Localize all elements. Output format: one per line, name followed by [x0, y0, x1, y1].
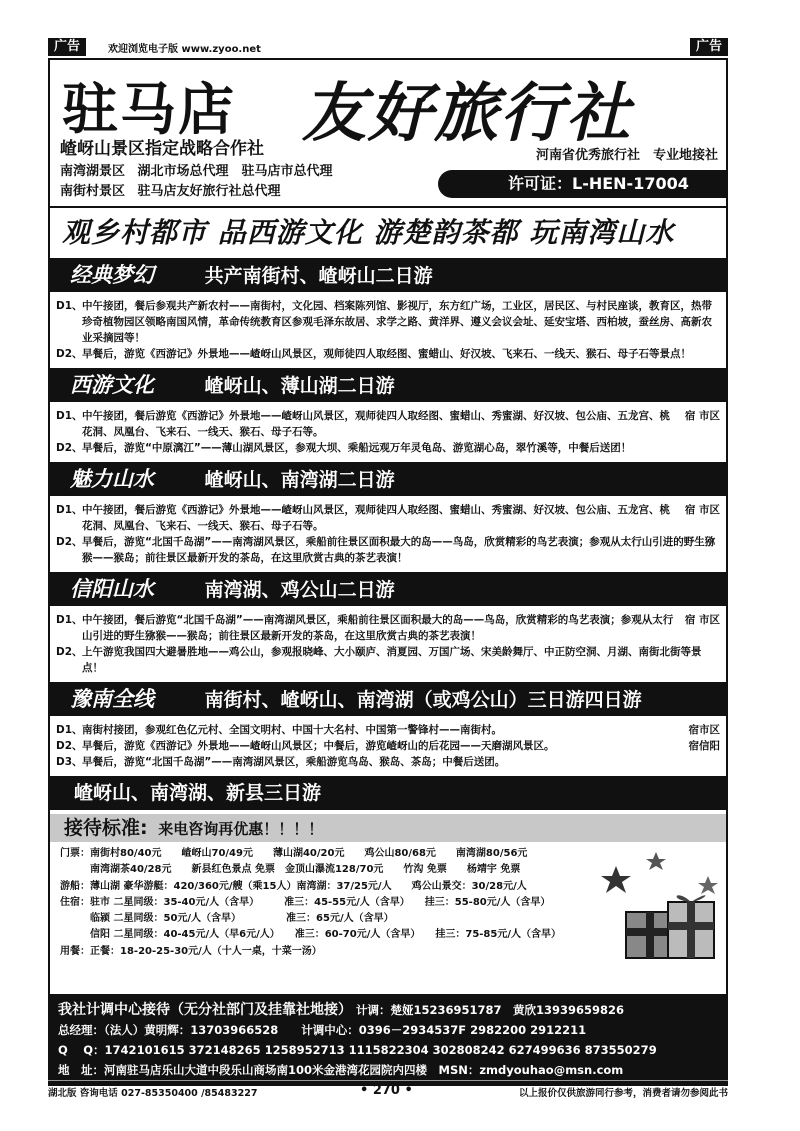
itinerary-line: [56, 612, 720, 644]
day-text: 中午接团，餐后参观共产新农村——南街村，文化园、档案陈列馆、影视厅，东方红广场，工业区，居民区、与村民座谈，教育区，热带珍奇植物园区领略南国风情，革命传统教育区参观毛泽东故居、求学之路、黄洋界、遵义会议会址、延安宝塔、西柏坡，蚕丝房、高新农业采摘园等！: [82, 300, 712, 344]
ad-tag-right: 广告: [690, 38, 728, 56]
stay-label: 宿信阳: [688, 740, 720, 752]
tour-band: [50, 776, 726, 810]
price-line: 临颍 二星同级：50元/人（含早） 准三：65元/人（含早）: [60, 913, 394, 925]
price-line: 信阳 二星同级：40-45元/人（早6元/人） 准三：60-70元/人（含早） 挂三：75-85元/人（含早）: [60, 929, 561, 941]
tour-title: 南街村、嵖岈山、南湾湖（或鸡公山）三日游四日游: [204, 689, 642, 711]
itinerary-line: [56, 440, 720, 456]
tour-itinerary: [50, 498, 726, 572]
tour-itinerary: [50, 404, 726, 462]
tour-itinerary: [50, 608, 726, 682]
tour-title: 嵖岈山、南湾湖二日游: [204, 469, 395, 491]
itinerary-line: [56, 754, 720, 770]
agent-row: [60, 160, 333, 179]
price-line: 用餐：正餐：18-20-25-30元/人（十人一桌，十菜一汤）: [60, 945, 322, 957]
day-text: 中午接团，餐后游览“北国千岛湖”——南湾湖风景区，乘船前往景区面积最大的岛——鸟岛，欣赏精彩的鸟艺表演；参观从太行山引进的野生猕猴——猴岛；前往景区最新开发的茶岛，在这里欣赏古典的茶艺表演！: [82, 614, 674, 642]
price-line: 游船：薄山湖 豪华游艇：420/360元/艘（乘15人）南湾湖：37/25元/人 鸡公山景交：30/28元/人: [60, 880, 527, 892]
day-text: 早餐后，游览“北国千岛湖”——南湾湖风景区，乘船前往景区面积最大的岛——鸟岛，欣赏精彩的鸟艺表演；参观从太行山引进的野生猕猴——猴岛；前往景区最新开发的茶岛，在这里欣赏古典的茶艺表演！: [82, 536, 716, 564]
ad-frame: [48, 58, 728, 1086]
day-text: 早餐后，游览“中原漓江”——薄山湖风景区，参观大坝、乘船远观万年灵龟岛、游览湖心岛，翠竹溪等，中餐后送团！: [82, 442, 632, 454]
tour-brush-label: 信阳山水: [70, 576, 154, 601]
title-agency: 友好旅行社: [302, 76, 632, 151]
slogan: 观乡村都市 品西游文化 游楚韵茶都 玩南湾山水: [50, 206, 726, 258]
day-text: 早餐后，游览《西游记》外景地——嵖岈山风景区，观师徒四人取经图、蜜蜡山、好汉坡、飞来石、一线天、猴石、母子石等景点！: [82, 348, 691, 360]
advertisement-page: [48, 38, 728, 1086]
agent-row: [60, 180, 281, 199]
tour-brush-label: 豫南全线: [70, 686, 154, 711]
tour-band: [50, 368, 726, 402]
agent-row-value: 湖北市场总代理 驻马店市总代理: [137, 164, 333, 179]
itinerary-line: [56, 738, 720, 754]
tour-band: [50, 572, 726, 606]
contact-planners: 计调：楚娅15236951787 黄欣13939659826: [356, 1003, 625, 1017]
day-label: D2、: [56, 348, 83, 360]
day-label: D2、: [56, 442, 83, 454]
tour-brush-label: 西游文化: [70, 372, 154, 397]
tour-band: [50, 682, 726, 716]
gift-box-icon: [596, 848, 726, 968]
reception-header: [50, 814, 726, 842]
price-line: 住宿：驻市 二星同级：35-40元/人（含早） 准三：45-55元/人（含早） 挂三：55-80元/人（含早）: [60, 896, 551, 908]
day-label: D1、: [56, 724, 83, 736]
contact-line: 总经理：（法人）黄明辉：13703966528 计调中心：0396－2934537F 2982200 2912211: [58, 1023, 587, 1037]
agent-row-key: 南街村景区: [60, 184, 126, 199]
contact-header: [58, 1000, 718, 1020]
tour-itinerary: [50, 294, 726, 368]
itinerary-line: [56, 298, 720, 346]
day-text: 早餐后，游览《西游记》外景地——嵖岈山风景区；中餐后，游览嵖岈山的后花园——天磨湖风景区。: [82, 740, 555, 752]
footer-disclaimer: 以上报价仅供旅游同行参考，消费者请勿参阅此书: [518, 1088, 728, 1099]
itinerary-line: [56, 722, 720, 738]
tour-title: 嵖岈山、薄山湖二日游: [204, 375, 395, 397]
stay-label: 宿市区: [688, 724, 720, 736]
itinerary-line: [56, 408, 720, 440]
agent-row-key: 南湾湖景区: [60, 164, 126, 179]
tour-band: [50, 462, 726, 496]
itinerary-line: [56, 346, 720, 362]
top-bar: [48, 38, 728, 56]
reception-title: 接待标准:: [64, 817, 148, 839]
agent-row-value: 驻马店友好旅行社总代理: [137, 184, 281, 199]
itinerary-line: [56, 644, 720, 676]
contact-line: Q Q：1742101615 372148265 1258952713 1115822304 302808242 627499636 873550279: [58, 1043, 657, 1057]
page-number: • 270 •: [360, 1083, 413, 1098]
day-text: 早餐后，游览“北国千岛湖”——南湾湖风景区，乘船游览鸟岛、猴岛、茶岛；中餐后送团。: [82, 756, 506, 768]
day-label: D1、: [56, 300, 83, 312]
day-text: 上午游览我国四大避暑胜地——鸡公山，参观报晓峰、大小颐庐、消夏园、万国广场、宋美龄舞厅、中正防空洞、月湖、南街北街等景点！: [82, 646, 702, 674]
page-footer: [48, 1080, 728, 1105]
stay-label: 宿 市区: [684, 614, 720, 626]
day-label: D2、: [56, 536, 83, 548]
license-badge: 许可证：L-HEN-17004: [438, 170, 726, 198]
title-city: 驻马店: [62, 78, 236, 143]
day-text: 中午接团，餐后游览《西游记》外景地——嵖岈山风景区，观师徒四人取经图、蜜蜡山、秀蜜湖、好汉坡、包公庙、五龙宫、桃花洞、凤凰台、飞来石、一线天、猴石、母子石等。: [82, 504, 670, 532]
tour-itinerary: [50, 718, 726, 776]
subheading: [50, 134, 726, 206]
price-line: 门票：南街村80/40元 嵖岈山70/49元 薄山湖40/20元 鸡公山80/68元 南湾湖80/56元: [60, 848, 528, 859]
day-label: D1、: [56, 504, 83, 516]
tour-band: [50, 258, 726, 292]
contact-line: 地 址：河南驻马店乐山大道中段乐山商场南100米金港湾花园院内四楼 MSN：zmdyouhao@msn.com: [58, 1063, 624, 1077]
day-label: D3、: [56, 756, 83, 768]
contact-headline: 我社计调中心接待（无分社部门及挂靠社地接）: [58, 1002, 352, 1018]
tour-title: 南湾湖、鸡公山二日游: [204, 579, 395, 601]
tour-brush-label: 魅力山水: [70, 466, 154, 491]
day-label: D2、: [56, 740, 83, 752]
stay-label: 宿 市区: [684, 504, 720, 516]
day-label: D1、: [56, 614, 83, 626]
pricing-table: [50, 846, 726, 994]
price-line: 南湾湖茶40/28元 新县红色景点 免票 金顶山瀑流128/70元 竹沟 免票 杨靖宇 免票: [60, 864, 521, 876]
day-text: 中午接团，餐后游览《西游记》外景地——嵖岈山风景区，观师徒四人取经图、蜜蜡山、秀蜜湖、好汉坡、包公庙、五龙宫、桃花洞、凤凰台、飞来石、一线天、猴石、母子石等。: [82, 410, 670, 438]
day-label: D2、: [56, 646, 83, 658]
tour-brush-label: 经典梦幻: [70, 262, 154, 287]
day-label: D1、: [56, 410, 83, 422]
partner-line: 嵖岈山景区指定战略合作社: [60, 139, 264, 159]
province-award: 河南省优秀旅行社 专业地接社: [535, 148, 718, 163]
reception-subtitle: 来电咨询再优惠！！！！: [158, 820, 324, 838]
day-text: 南街村接团，参观红色亿元村、全国文明村、中国十大名村、中国第一警锋村——南街村。: [82, 724, 502, 736]
itinerary-line: [56, 502, 720, 534]
itinerary-line: [56, 534, 720, 566]
contact-box: [50, 994, 726, 1086]
footer-hotline: 湖北版 咨询电话 027-85350400 /85483227: [48, 1088, 258, 1099]
stay-label: 宿 市区: [684, 410, 720, 422]
tour-title: 共产南街村、嵖岈山二日游: [204, 265, 433, 287]
tour-title: 嵖岈山、南湾湖、新县三日游: [74, 782, 322, 804]
ad-tag-left: 广告: [48, 38, 86, 56]
welcome-text: 欢迎浏览电子版 www.zyoo.net: [108, 44, 261, 55]
